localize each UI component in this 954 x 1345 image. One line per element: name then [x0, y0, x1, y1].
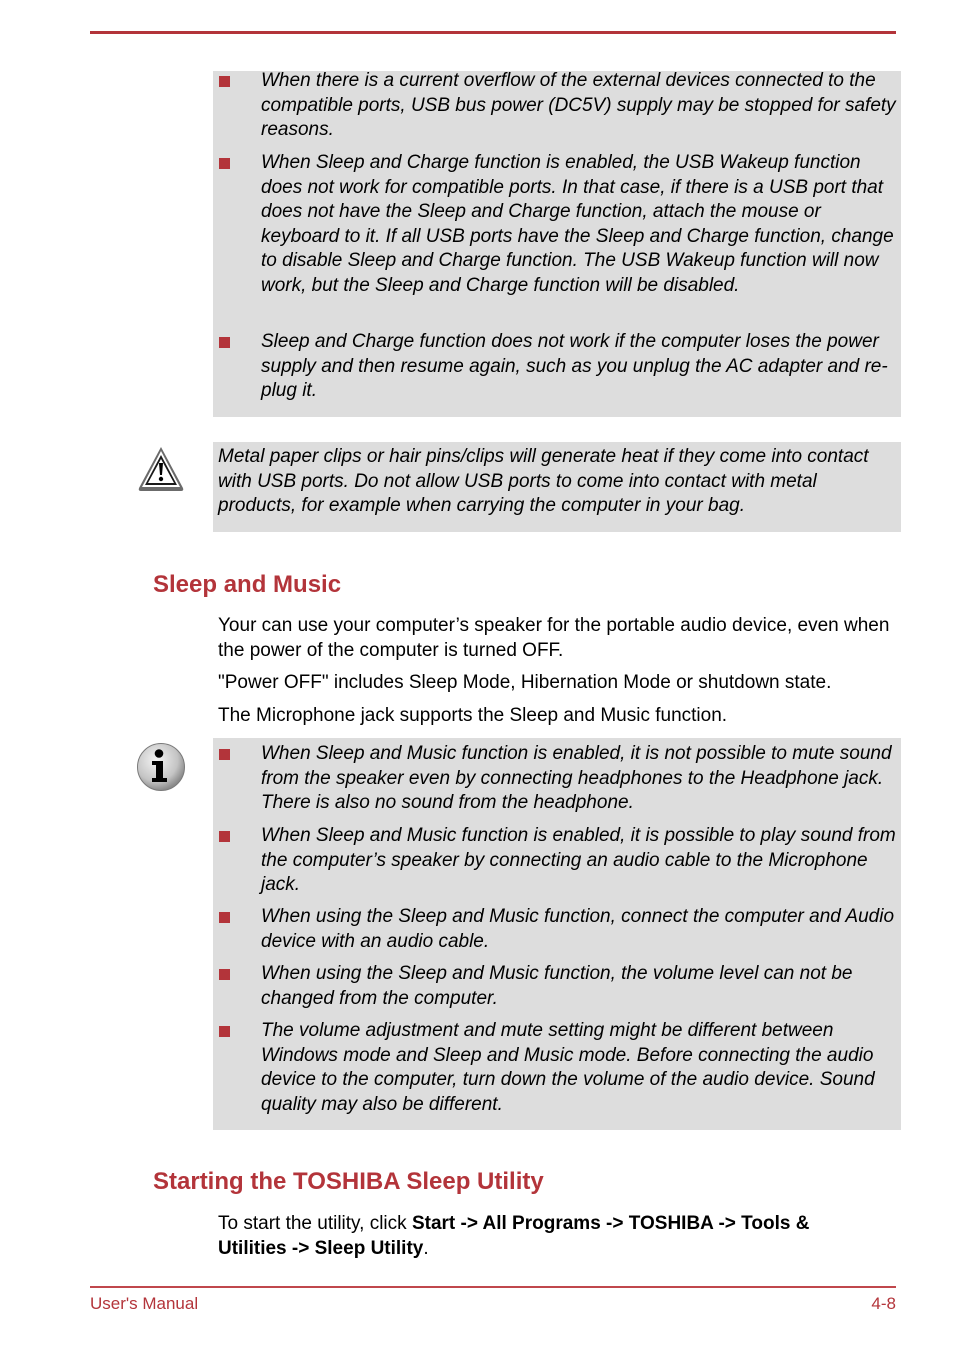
note-text: When there is a current overflow of the external devices connected to the compatible ports, USB bus power (DC5V) supply may be stopped for safety reasons.: [261, 70, 896, 140]
bullet-square-icon: [219, 749, 230, 760]
paragraph: Your can use your computer’s speaker for the portable audio device, even when the power of the computer is turned OFF.: [218, 615, 890, 661]
bullet-square-icon: [219, 158, 230, 169]
instruction-intro: To start the utility, click: [218, 1213, 412, 1234]
note-text: When Sleep and Charge function is enabled, the USB Wakeup function does not work for compatible ports. In that case, if there is a USB port that does not have the Sleep and Charge function, attach the mouse or keyboard to it. If all USB ports have the Sleep and Charge function, change to disable Sleep and Charge function. The USB Wakeup function will now work, but the Sleep and Charge function will be disabled.: [261, 152, 894, 296]
instruction-end: .: [423, 1237, 429, 1259]
warning-triangle-icon: [136, 444, 186, 494]
paragraph: The Microphone jack supports the Sleep and Music function.: [218, 705, 728, 726]
bullet-square-icon: [219, 1026, 230, 1037]
instruction-paragraph: [218, 1212, 878, 1261]
warning-box: [213, 442, 901, 532]
bullet-square-icon: [219, 831, 230, 842]
warning-text: Metal paper clips or hair pins/clips will generate heat if they come into contact with USB ports. Do not allow USB ports to come into contact with metal products, for example when carrying the computer in your bag.: [218, 446, 869, 516]
page-number: 4-8: [871, 1294, 896, 1313]
bullet-square-icon: [219, 76, 230, 87]
note-text: Sleep and Charge function does not work if the computer loses the power supply and then resume again, such as you unplug the AC adapter and re-plug it.: [261, 331, 888, 401]
note-text: When Sleep and Music function is enabled, it is possible to play sound from the computer’s speaker by connecting an audio cable to the Microphone jack.: [261, 825, 896, 895]
section-heading-sleep-music: Sleep and Music: [153, 571, 342, 598]
bullet-square-icon: [219, 912, 230, 923]
bullet-square-icon: [219, 337, 230, 348]
section-heading-sleep-utility: Starting the TOSHIBA Sleep Utility: [153, 1168, 544, 1195]
header-rule: [90, 31, 896, 34]
note-text: When Sleep and Music function is enabled, it is not possible to mute sound from the speaker even by connecting headphones to the Headphone jack. There is also no sound from the headphone.: [261, 743, 892, 813]
bullet-square-icon: [219, 969, 230, 980]
note-text: The volume adjustment and mute setting might be different between Windows mode and Sleep and Music mode. Before connecting the audio device to the computer, turn down the volume of the audio device. Sound quality may also be different.: [261, 1020, 875, 1115]
paragraph: "Power OFF" includes Sleep Mode, Hibernation Mode or shutdown state.: [218, 672, 832, 693]
note-box-usb: [213, 71, 901, 417]
footer-title: User's Manual: [90, 1294, 199, 1313]
footer-rule: [90, 1286, 896, 1288]
note-text: When using the Sleep and Music function, connect the computer and Audio device with an audio cable.: [261, 906, 895, 952]
note-box-sleep-music: [213, 738, 901, 1130]
menu-path: Start -> All Programs -> TOSHIBA -> Tools & Utilities -> Sleep Utility: [218, 1213, 810, 1259]
note-text: When using the Sleep and Music function, the volume level can not be changed from the computer.: [261, 963, 853, 1009]
info-icon: [136, 742, 186, 792]
